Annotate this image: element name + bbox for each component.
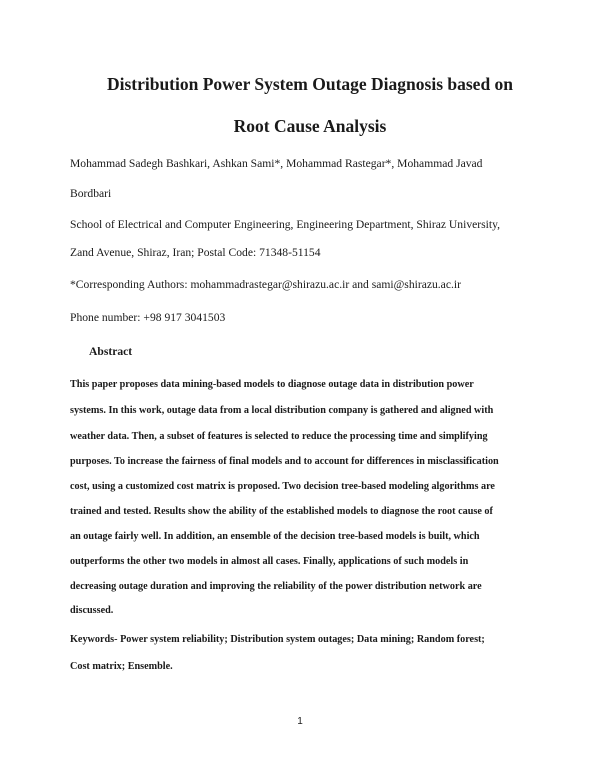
paper-title-line-1: Distribution Power System Outage Diagnosis based on xyxy=(106,74,514,94)
abstract-line: systems. In this work, outage data from a local distribution company is gathered and aligned with xyxy=(70,405,494,416)
page-number: 1 xyxy=(297,716,303,727)
authors-line-1: Mohammad Sadegh Bashkari, Ashkan Sami*, Mohammad Rastegar*, Mohammad Javad xyxy=(70,157,483,170)
abstract-line: purposes. To increase the fairness of final models and to account for differences in misclassification xyxy=(70,456,499,467)
corresponding-authors: *Corresponding Authors: mohammadrastegar@shirazu.ac.ir and sami@shirazu.ac.ir xyxy=(70,278,461,291)
abstract-line: discussed. xyxy=(70,605,114,616)
authors-line-2: Bordbari xyxy=(70,187,112,200)
affiliation-line-2: Zand Avenue, Shiraz, Iran; Postal Code: 71348-51154 xyxy=(70,246,321,259)
affiliation-line-1: School of Electrical and Computer Engineering, Engineering Department, Shiraz University, xyxy=(70,218,501,231)
phone-number: Phone number: +98 917 3041503 xyxy=(70,311,226,324)
keywords-line-1: Keywords- Power system reliability; Distribution system outages; Data mining; Random forest; xyxy=(70,634,485,645)
abstract-line: This paper proposes data mining-based models to diagnose outage data in distribution power xyxy=(70,379,474,390)
abstract-line: outperforms the other two models in almost all cases. Finally, applications of such models in xyxy=(70,556,469,567)
abstract-line: decreasing outage duration and improving the reliability of the power distribution network are xyxy=(70,581,482,592)
abstract-line: cost, using a customized cost matrix is proposed. Two decision tree-based modeling algorithms are xyxy=(70,481,495,492)
paper-title-line-2: Root Cause Analysis xyxy=(233,116,387,136)
abstract-line: an outage fairly well. In addition, an ensemble of the decision tree-based models is built, which xyxy=(70,531,480,542)
abstract-line: trained and tested. Results show the ability of the established models to diagnose the root cause of xyxy=(70,506,493,517)
keywords-line-2: Cost matrix; Ensemble. xyxy=(70,661,173,672)
abstract-heading: Abstract xyxy=(89,345,133,358)
abstract-line: weather data. Then, a subset of features is selected to reduce the processing time and simplifying xyxy=(70,431,488,442)
